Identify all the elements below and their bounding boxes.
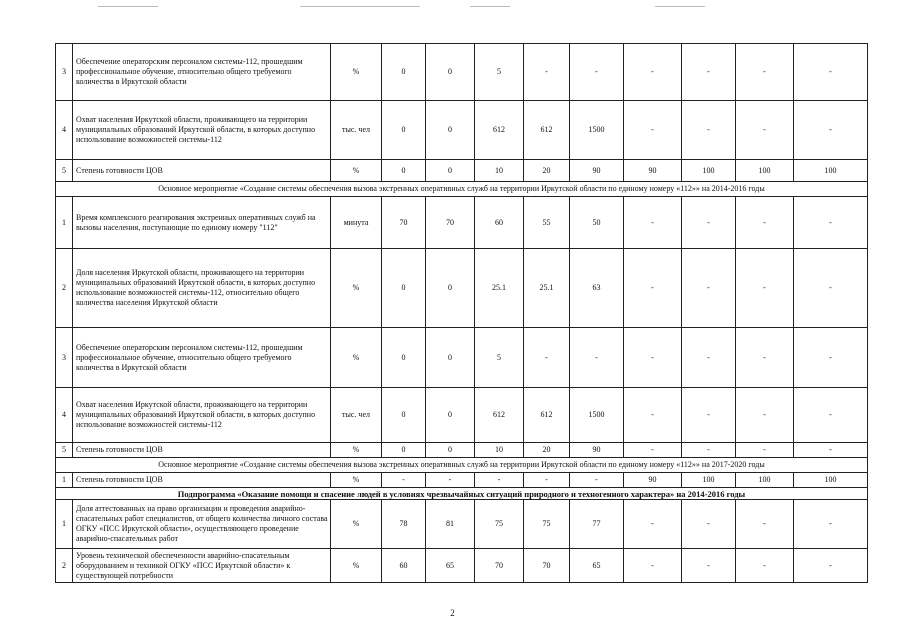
value-cell: 1500 — [570, 101, 624, 160]
value-cell: 90 — [570, 160, 624, 182]
value-cell: 0 — [426, 443, 475, 458]
row-number-cell: 5 — [56, 443, 73, 458]
unit-cell: тыс. чел — [331, 388, 382, 443]
value-cell: - — [524, 328, 570, 388]
value-cell: - — [426, 473, 475, 488]
value-cell: - — [682, 500, 736, 549]
value-cell: - — [624, 249, 682, 328]
table-row — [56, 549, 868, 583]
row-number-cell: 2 — [56, 249, 73, 328]
value-cell: 60 — [475, 197, 524, 249]
unit-cell: тыс. чел — [331, 101, 382, 160]
indicator-name-cell: Степень готовности ЦОВ — [73, 160, 331, 182]
value-cell: - — [570, 328, 624, 388]
value-cell: 0 — [426, 328, 475, 388]
value-cell: 0 — [382, 249, 426, 328]
row-number-cell: 3 — [56, 44, 73, 101]
value-cell: - — [682, 443, 736, 458]
section-title-cell: Основное мероприятие «Создание системы обеспечения вызова экстренных оперативных служб на территории Иркутской области по единому номеру «112»» на 2017-2020 годы — [56, 458, 868, 473]
value-cell: 5 — [475, 328, 524, 388]
value-cell: - — [524, 44, 570, 101]
value-cell: 10 — [475, 160, 524, 182]
unit-cell: % — [331, 549, 382, 583]
value-cell: 55 — [524, 197, 570, 249]
value-cell: - — [624, 328, 682, 388]
value-cell: - — [736, 549, 794, 583]
table-row — [56, 388, 868, 443]
value-cell: 100 — [794, 160, 868, 182]
value-cell: 70 — [475, 549, 524, 583]
value-cell: - — [682, 249, 736, 328]
value-cell: 100 — [736, 160, 794, 182]
value-cell: 60 — [382, 549, 426, 583]
value-cell: - — [794, 101, 868, 160]
value-cell: - — [624, 443, 682, 458]
indicators-table — [55, 43, 868, 583]
unit-cell: % — [331, 160, 382, 182]
table-row — [56, 101, 868, 160]
value-cell: - — [794, 388, 868, 443]
value-cell: - — [624, 101, 682, 160]
value-cell: 100 — [682, 473, 736, 488]
table-row — [56, 44, 868, 101]
unit-cell: % — [331, 328, 382, 388]
indicator-name-cell: Доля населения Иркутской области, проживающего на территории муниципальных образований Иркутской области, в которых доступно использование возможностей системы-112, относительно общего количества населения Иркутской области — [73, 249, 331, 328]
section-title-cell: Основное мероприятие «Создание системы обеспечения вызова экстренных оперативных служб на территории Иркутской области по единому номеру «112»» на 2014-2016 годы — [56, 182, 868, 197]
row-number-cell: 1 — [56, 500, 73, 549]
value-cell: - — [794, 44, 868, 101]
value-cell: 5 — [475, 44, 524, 101]
unit-cell: % — [331, 443, 382, 458]
indicator-name-cell: Обеспечение операторским персоналом системы-112, прошедшим профессиональное обучение, относительно общего требуемого количества в Иркутской области — [73, 44, 331, 101]
value-cell: 612 — [475, 101, 524, 160]
value-cell: 612 — [524, 101, 570, 160]
unit-cell: % — [331, 500, 382, 549]
value-cell: - — [794, 249, 868, 328]
value-cell: 0 — [426, 249, 475, 328]
section-header-row — [56, 458, 868, 473]
section-header-row — [56, 182, 868, 197]
value-cell: - — [736, 197, 794, 249]
value-cell: 0 — [426, 101, 475, 160]
value-cell: 0 — [382, 160, 426, 182]
row-number-cell: 4 — [56, 101, 73, 160]
value-cell: - — [524, 473, 570, 488]
value-cell: 25.1 — [524, 249, 570, 328]
value-cell: 100 — [794, 473, 868, 488]
indicator-name-cell: Охват населения Иркутской области, проживающего на территории муниципальных образований Иркутской области, в которых доступно использование возможностей системы-112 — [73, 101, 331, 160]
value-cell: 100 — [736, 473, 794, 488]
page-top-scan-marks — [0, 0, 905, 14]
unit-cell: % — [331, 249, 382, 328]
table-row — [56, 160, 868, 182]
value-cell: - — [794, 197, 868, 249]
value-cell: - — [682, 44, 736, 101]
row-number-cell: 5 — [56, 160, 73, 182]
value-cell: - — [570, 473, 624, 488]
value-cell: 0 — [382, 443, 426, 458]
value-cell: - — [736, 388, 794, 443]
value-cell: 612 — [524, 388, 570, 443]
row-number-cell: 3 — [56, 328, 73, 388]
value-cell: - — [682, 197, 736, 249]
value-cell: - — [475, 473, 524, 488]
value-cell: 1500 — [570, 388, 624, 443]
indicator-name-cell: Охват населения Иркутской области, проживающего на территории муниципальных образований Иркутской области, в которых доступно использование возможностей системы-112 — [73, 388, 331, 443]
indicator-name-cell: Степень готовности ЦОВ — [73, 473, 331, 488]
value-cell: - — [794, 443, 868, 458]
value-cell: 70 — [426, 197, 475, 249]
value-cell: - — [736, 249, 794, 328]
value-cell: - — [624, 197, 682, 249]
value-cell: 0 — [382, 101, 426, 160]
value-cell: 0 — [426, 44, 475, 101]
indicator-name-cell: Доля аттестованных на право организации и проведения аварийно-спасательных работ специалистов, от общего количества личного состава ОГКУ «ПСС Иркутской области», осуществляющего проведение аварийно-спасательных работ — [73, 500, 331, 549]
value-cell: 90 — [624, 473, 682, 488]
table-row — [56, 500, 868, 549]
table-row — [56, 249, 868, 328]
value-cell: 78 — [382, 500, 426, 549]
value-cell: 10 — [475, 443, 524, 458]
value-cell: 0 — [382, 44, 426, 101]
value-cell: 70 — [524, 549, 570, 583]
value-cell: - — [682, 388, 736, 443]
value-cell: - — [736, 101, 794, 160]
value-cell: 0 — [382, 328, 426, 388]
value-cell: - — [624, 500, 682, 549]
value-cell: - — [570, 44, 624, 101]
value-cell: 50 — [570, 197, 624, 249]
value-cell: - — [624, 388, 682, 443]
row-number-cell: 1 — [56, 473, 73, 488]
table-row — [56, 473, 868, 488]
table-row — [56, 443, 868, 458]
value-cell: - — [736, 443, 794, 458]
value-cell: 70 — [382, 197, 426, 249]
indicators-table-body — [56, 44, 868, 583]
scan-mark — [300, 6, 420, 7]
value-cell: 100 — [682, 160, 736, 182]
row-number-cell: 4 — [56, 388, 73, 443]
subprogram-title-cell: Подпрограмма «Оказание помощи и спасение людей в условиях чрезвычайных ситуаций природного и техногенного характера» на 2014-2016 годы — [56, 488, 868, 500]
value-cell: - — [794, 500, 868, 549]
scan-mark — [470, 6, 510, 7]
value-cell: - — [682, 549, 736, 583]
value-cell: - — [682, 328, 736, 388]
value-cell: - — [794, 328, 868, 388]
indicator-name-cell: Обеспечение операторским персоналом системы-112, прошедшим профессиональное обучение, относительно общего требуемого количества в Иркутской области — [73, 328, 331, 388]
value-cell: - — [736, 328, 794, 388]
subprogram-header-row — [56, 488, 868, 500]
unit-cell: % — [331, 473, 382, 488]
unit-cell: минута — [331, 197, 382, 249]
table-row — [56, 197, 868, 249]
value-cell: 20 — [524, 160, 570, 182]
scan-mark — [98, 6, 158, 7]
value-cell: 0 — [382, 388, 426, 443]
value-cell: 75 — [475, 500, 524, 549]
value-cell: 20 — [524, 443, 570, 458]
row-number-cell: 2 — [56, 549, 73, 583]
value-cell: 65 — [426, 549, 475, 583]
value-cell: - — [624, 549, 682, 583]
value-cell: 77 — [570, 500, 624, 549]
value-cell: 0 — [426, 388, 475, 443]
table-row — [56, 328, 868, 388]
value-cell: 612 — [475, 388, 524, 443]
value-cell: 90 — [624, 160, 682, 182]
value-cell: 65 — [570, 549, 624, 583]
value-cell: 0 — [426, 160, 475, 182]
row-number-cell: 1 — [56, 197, 73, 249]
value-cell: 25.1 — [475, 249, 524, 328]
indicator-name-cell: Уровень технической обеспеченности аварийно-спасательным оборудованием и техникой ОГКУ «ПСС Иркутской области» к существующей потребности — [73, 549, 331, 583]
indicator-name-cell: Время комплексного реагирования экстренных оперативных служб на вызовы населения, поступающие по единому номеру "112" — [73, 197, 331, 249]
value-cell: - — [624, 44, 682, 101]
indicator-name-cell: Степень готовности ЦОВ — [73, 443, 331, 458]
value-cell: - — [382, 473, 426, 488]
value-cell: - — [736, 44, 794, 101]
value-cell: 90 — [570, 443, 624, 458]
page-number: 2 — [450, 608, 455, 618]
unit-cell: % — [331, 44, 382, 101]
value-cell: 63 — [570, 249, 624, 328]
value-cell: 81 — [426, 500, 475, 549]
scan-mark — [655, 6, 705, 7]
value-cell: 75 — [524, 500, 570, 549]
value-cell: - — [794, 549, 868, 583]
value-cell: - — [736, 500, 794, 549]
value-cell: - — [682, 101, 736, 160]
